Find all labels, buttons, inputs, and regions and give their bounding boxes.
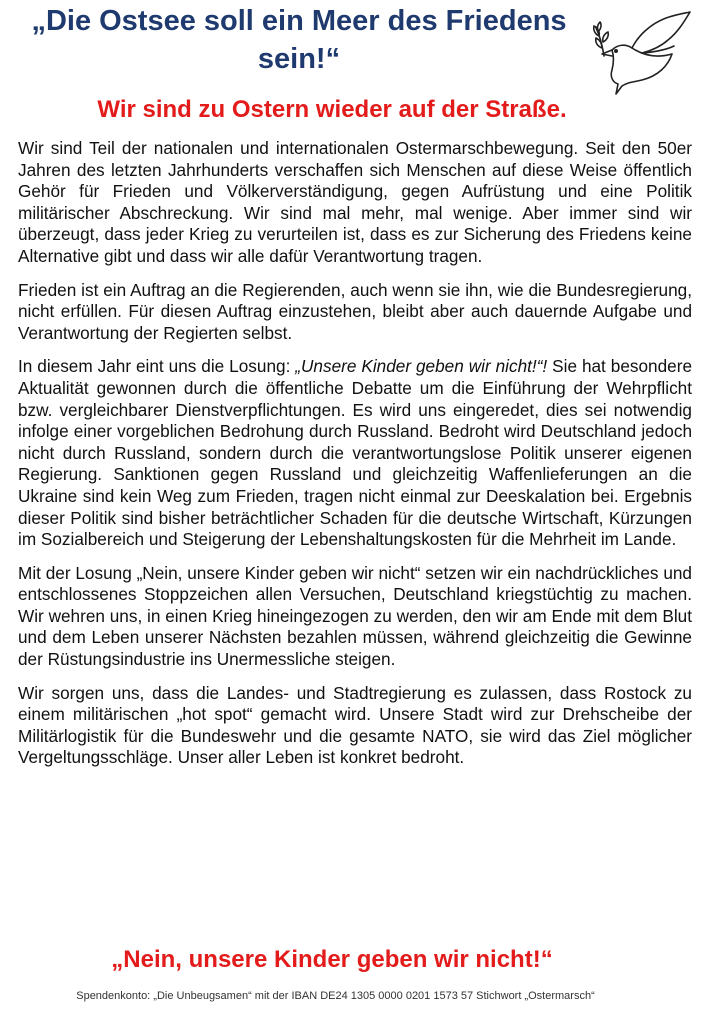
slogan: „Unsere Kinder geben wir nicht!“! [295, 356, 548, 377]
paragraph-1: Wir sind Teil der nationalen und internationalen Ostermarschbewegung. Seit den 50er Jahren des letzten Jahrhunderts verschaffen sich Menschen auf diese Weise öffentlich Gehör für Frieden und Völkerverständigung, gegen Aufrüstung und eine Politik militärischer Abschreckung. Wir sind mal mehr, mal wenige. Aber immer sind wir überzeugt, dass jeder Krieg zu verurteilen ist, dass es zur Sicherung des Friedens keine Alternative gibt und dass wir alle dafür Verantwortung tragen. [18, 138, 692, 266]
donation-footer: Spendenkonto: „Die Unbeugsamen“ mit der IBAN DE24 1305 0000 0201 1573 57 Stichwort „Ostermarsch“ [76, 990, 595, 1002]
dove-icon [592, 10, 692, 95]
paragraph-2: Frieden ist ein Auftrag an die Regierenden, auch wenn sie ihn, wie die Bundesregierung, nicht erfüllen. Für diesen Auftrag einzustehen, bleibt aber auch dauernde Aufgabe und Verantwortung der Regierten selbst. [18, 279, 692, 343]
paragraph-3-rest: Sie hat besondere Aktualität gewonnen durch die öffentliche Debatte um die Einführung der Wehrpflicht bzw. vergleichbarer Dienstverpflichtungen. Es wird uns eingeredet, dies sei notwendig infolge einer vorgeblichen Bedrohung durch Russland. Bedroht wird Deutschland jedoch nicht durch Russland, sondern durch die verantwortungslose Politik unserer eigenen Regierung. Sanktionen gegen Russland und gleichzeitig Waffenlieferungen an die Ukraine sind kein Weg zum Frieden, tragen nicht einmal zur Deeskalation bei. Ergebnis dieser Politik sind bisher beträchtlicher Schaden für die deutsche Wirtschaft, Kürzungen im Sozialbereich und Steigerung der Lebenshaltungskosten für die Mehrheit im Lande. [18, 356, 693, 550]
paragraph-5: Wir sorgen uns, dass die Landes- und Stadtregierung es zulassen, dass Rostock zu einem militärischen „hot spot“ gemacht wird. Unsere Stadt wird zur Drehscheibe der Militärlogistik für die Bundeswehr und die gesamte NATO, sie wird das Ziel möglicher Vergeltungsschläge. Unser aller Leben ist konkret bedroht. [18, 682, 692, 768]
paragraph-4: Mit der Losung „Nein, unsere Kinder geben wir nicht“ setzen wir ein nachdrückliches und entschlossenes Stoppzeichen allen Versuchen, Deutschland kriegstüchtig zu machen. Wir wehren uns, in einen Krieg hineingezogen zu werden, den wir am Ende mit dem Blut und dem Leben unserer Nächsten bezahlen müssen, während gleichzeitig die Gewinne der Rüstungsindustrie ins Unermessliche steigen. [18, 562, 692, 670]
paragraph-3-intro: In diesem Jahr eint uns die Losung: [18, 356, 296, 377]
page-title: „Die Ostsee soll ein Meer des Friedens sein!“ [31, 5, 567, 75]
subtitle: Wir sind zu Ostern wieder auf der Straße. [97, 96, 567, 123]
body-text [18, 138, 692, 781]
closing-slogan: „Nein, unsere Kinder geben wir nicht!“ [111, 946, 553, 973]
paragraph-3 [18, 356, 692, 550]
